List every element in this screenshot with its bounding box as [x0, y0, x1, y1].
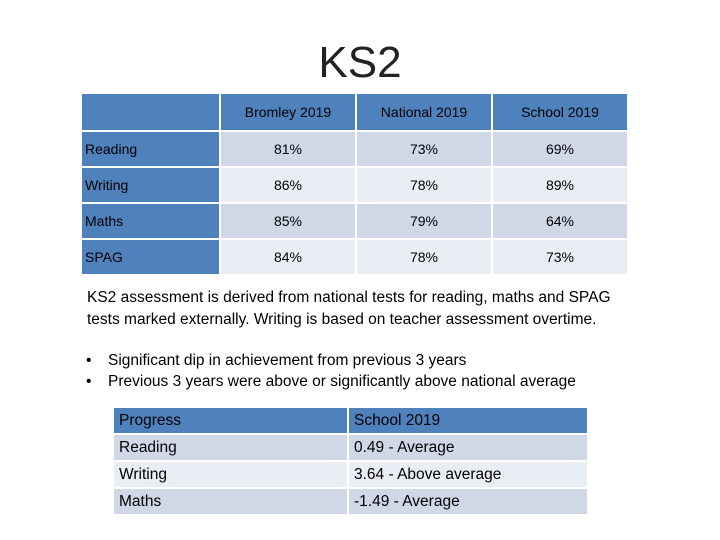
row-label: Maths [81, 203, 220, 239]
row-label: Writing [113, 461, 348, 488]
header-cell-progress: Progress [113, 407, 348, 434]
cell-value: 89% [492, 167, 628, 203]
assessment-description: KS2 assessment is derived from national tests for reading, maths and SPAG tests marked externally. Writing is based on teacher assessment overtime. [87, 289, 611, 328]
page-title: KS2 [318, 38, 402, 87]
cell-value: 79% [356, 203, 492, 239]
header-cell-national: National 2019 [356, 93, 492, 131]
header-cell-school: School 2019 [348, 407, 588, 434]
cell-value: 78% [356, 239, 492, 275]
table-row [113, 434, 588, 461]
cell-value: 73% [356, 131, 492, 167]
cell-value: 86% [220, 167, 356, 203]
cell-value: 69% [492, 131, 628, 167]
table-row [113, 488, 588, 515]
cell-value: 84% [220, 239, 356, 275]
row-label: Reading [81, 131, 220, 167]
cell-value: 85% [220, 203, 356, 239]
table-row [81, 131, 628, 167]
cell-value: 3.64 - Above average [348, 461, 588, 488]
cell-value: 81% [220, 131, 356, 167]
table-row [81, 203, 628, 239]
list-item [86, 350, 576, 371]
row-label: Reading [113, 434, 348, 461]
cell-value: 0.49 - Average [348, 434, 588, 461]
results-table-header [81, 93, 628, 131]
progress-table [112, 406, 589, 516]
table-row [113, 461, 588, 488]
bullet-icon: • [86, 352, 92, 369]
bullet-icon: • [86, 373, 92, 390]
cell-value: 73% [492, 239, 628, 275]
table-row [81, 167, 628, 203]
list-item [86, 371, 576, 392]
row-label: Maths [113, 488, 348, 515]
table-row [81, 239, 628, 275]
header-cell-bromley: Bromley 2019 [220, 93, 356, 131]
cell-value: 64% [492, 203, 628, 239]
bullet-list [86, 350, 576, 392]
row-label: Writing [81, 167, 220, 203]
cell-value: 78% [356, 167, 492, 203]
bullet-text: Previous 3 years were above or significantly above national average [108, 373, 576, 390]
results-table [80, 92, 629, 276]
header-cell-school: School 2019 [492, 93, 628, 131]
bullet-text: Significant dip in achievement from previous 3 years [108, 352, 467, 369]
cell-value: -1.49 - Average [348, 488, 588, 515]
progress-table-header [113, 407, 588, 434]
row-label: SPAG [81, 239, 220, 275]
header-cell-empty [81, 93, 220, 131]
